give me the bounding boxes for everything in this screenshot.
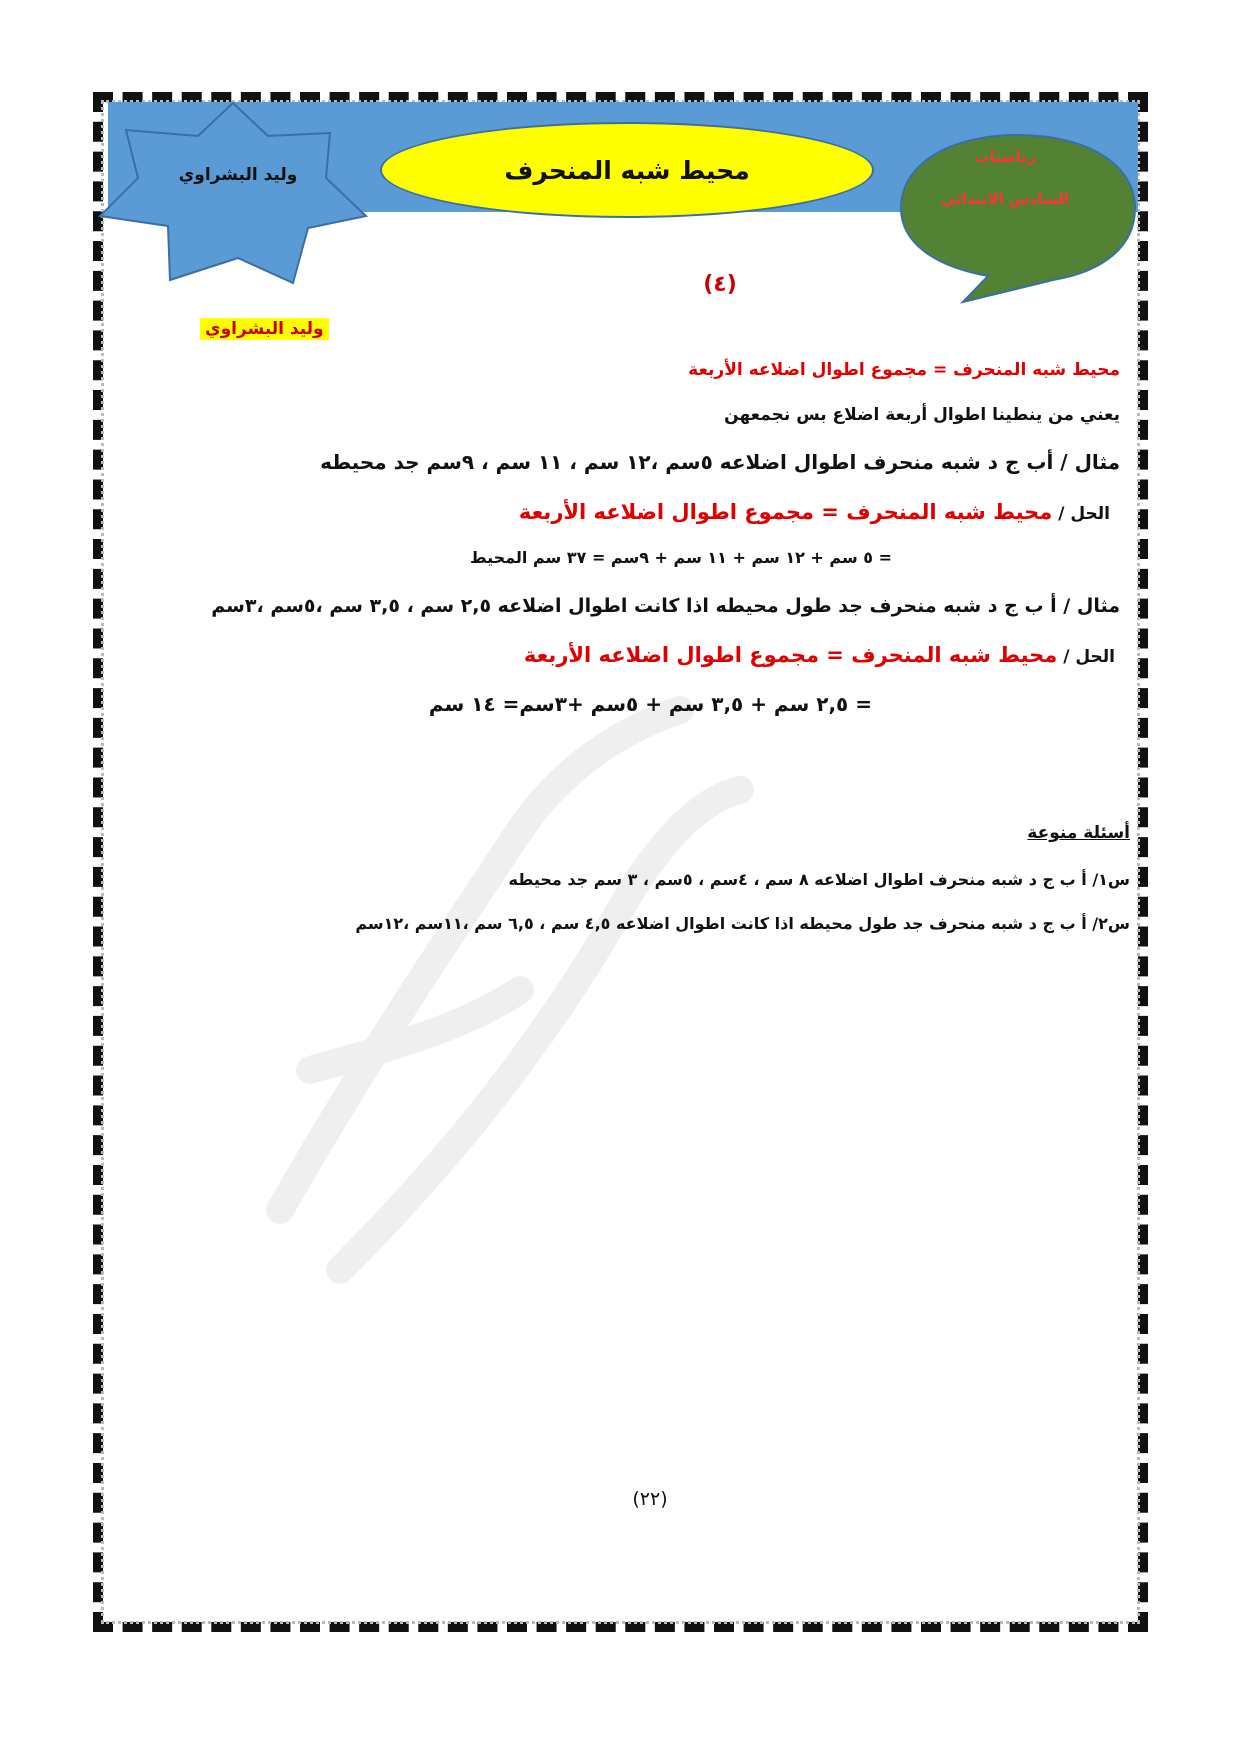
author-tag: وليد البشراوي <box>200 318 329 340</box>
example1-solution-label: الحل / <box>1058 504 1110 524</box>
example1-question: مثال / أب ج د شبه منحرف اطوال اضلاعه ٥سم ،١٢ سم ، ١١ سم ، ٩سم جد محيطه <box>320 450 1120 474</box>
page-title: محيط شبه المنحرف <box>380 122 874 218</box>
rule-explanation: يعني من ينطينا اطوال أربعة اضلاع بس نجمعهن <box>724 405 1120 425</box>
example2-solution-label: الحل / <box>1063 647 1115 667</box>
subject-label: رياضيات <box>974 148 1036 166</box>
watermark-signature <box>220 650 780 1330</box>
exercise-q2: س٢/ أ ب ج د شبه منحرف جد طول محيطه اذا كانت اطوال اضلاعه ٤,٥ سم ، ٦,٥ سم ،١١سم ،١٢سم <box>355 914 1130 933</box>
grade-label: السادس الابتدائي <box>941 190 1069 208</box>
lesson-number: (٤) <box>703 272 737 297</box>
example2-solution <box>524 643 1115 667</box>
example1-solution <box>519 500 1110 524</box>
example1-solution-rule: محيط شبه المنحرف = مجموع اطوال اضلاعه الأربعة <box>518 500 1053 524</box>
example2-solution-rule: محيط شبه المنحرف = مجموع اطوال اضلاعه الأربعة <box>523 643 1058 667</box>
example1-calculation: = ٥ سم + ١٢ سم + ١١ سم + ٩سم = ٣٧ سم المحيط <box>470 548 892 567</box>
page-number: (٢٢) <box>632 1488 668 1510</box>
example2-calculation: = ٢,٥ سم + ٣,٥ سم + ٥سم +٣سم= ١٤ سم <box>428 692 872 716</box>
author-name-star: وليد البشراوي <box>178 165 298 185</box>
star-badge <box>98 98 368 288</box>
exercises-heading: أسئلة منوعة <box>1027 823 1130 843</box>
rule-text: محيط شبه المنحرف = مجموع اطوال اضلاعه الأربعة <box>688 360 1120 380</box>
example2-question: مثال / أ ب ج د شبه منحرف جد طول محيطه اذا كانت اطوال اضلاعه ٢,٥ سم ، ٣,٥ سم ،٥سم ،٣سم <box>211 595 1120 617</box>
exercise-q1: س١/ أ ب ج د شبه منحرف اطوال اضلاعه ٨ سم ، ٤سم ، ٥سم ، ٣ سم جد محيطه <box>508 870 1130 889</box>
